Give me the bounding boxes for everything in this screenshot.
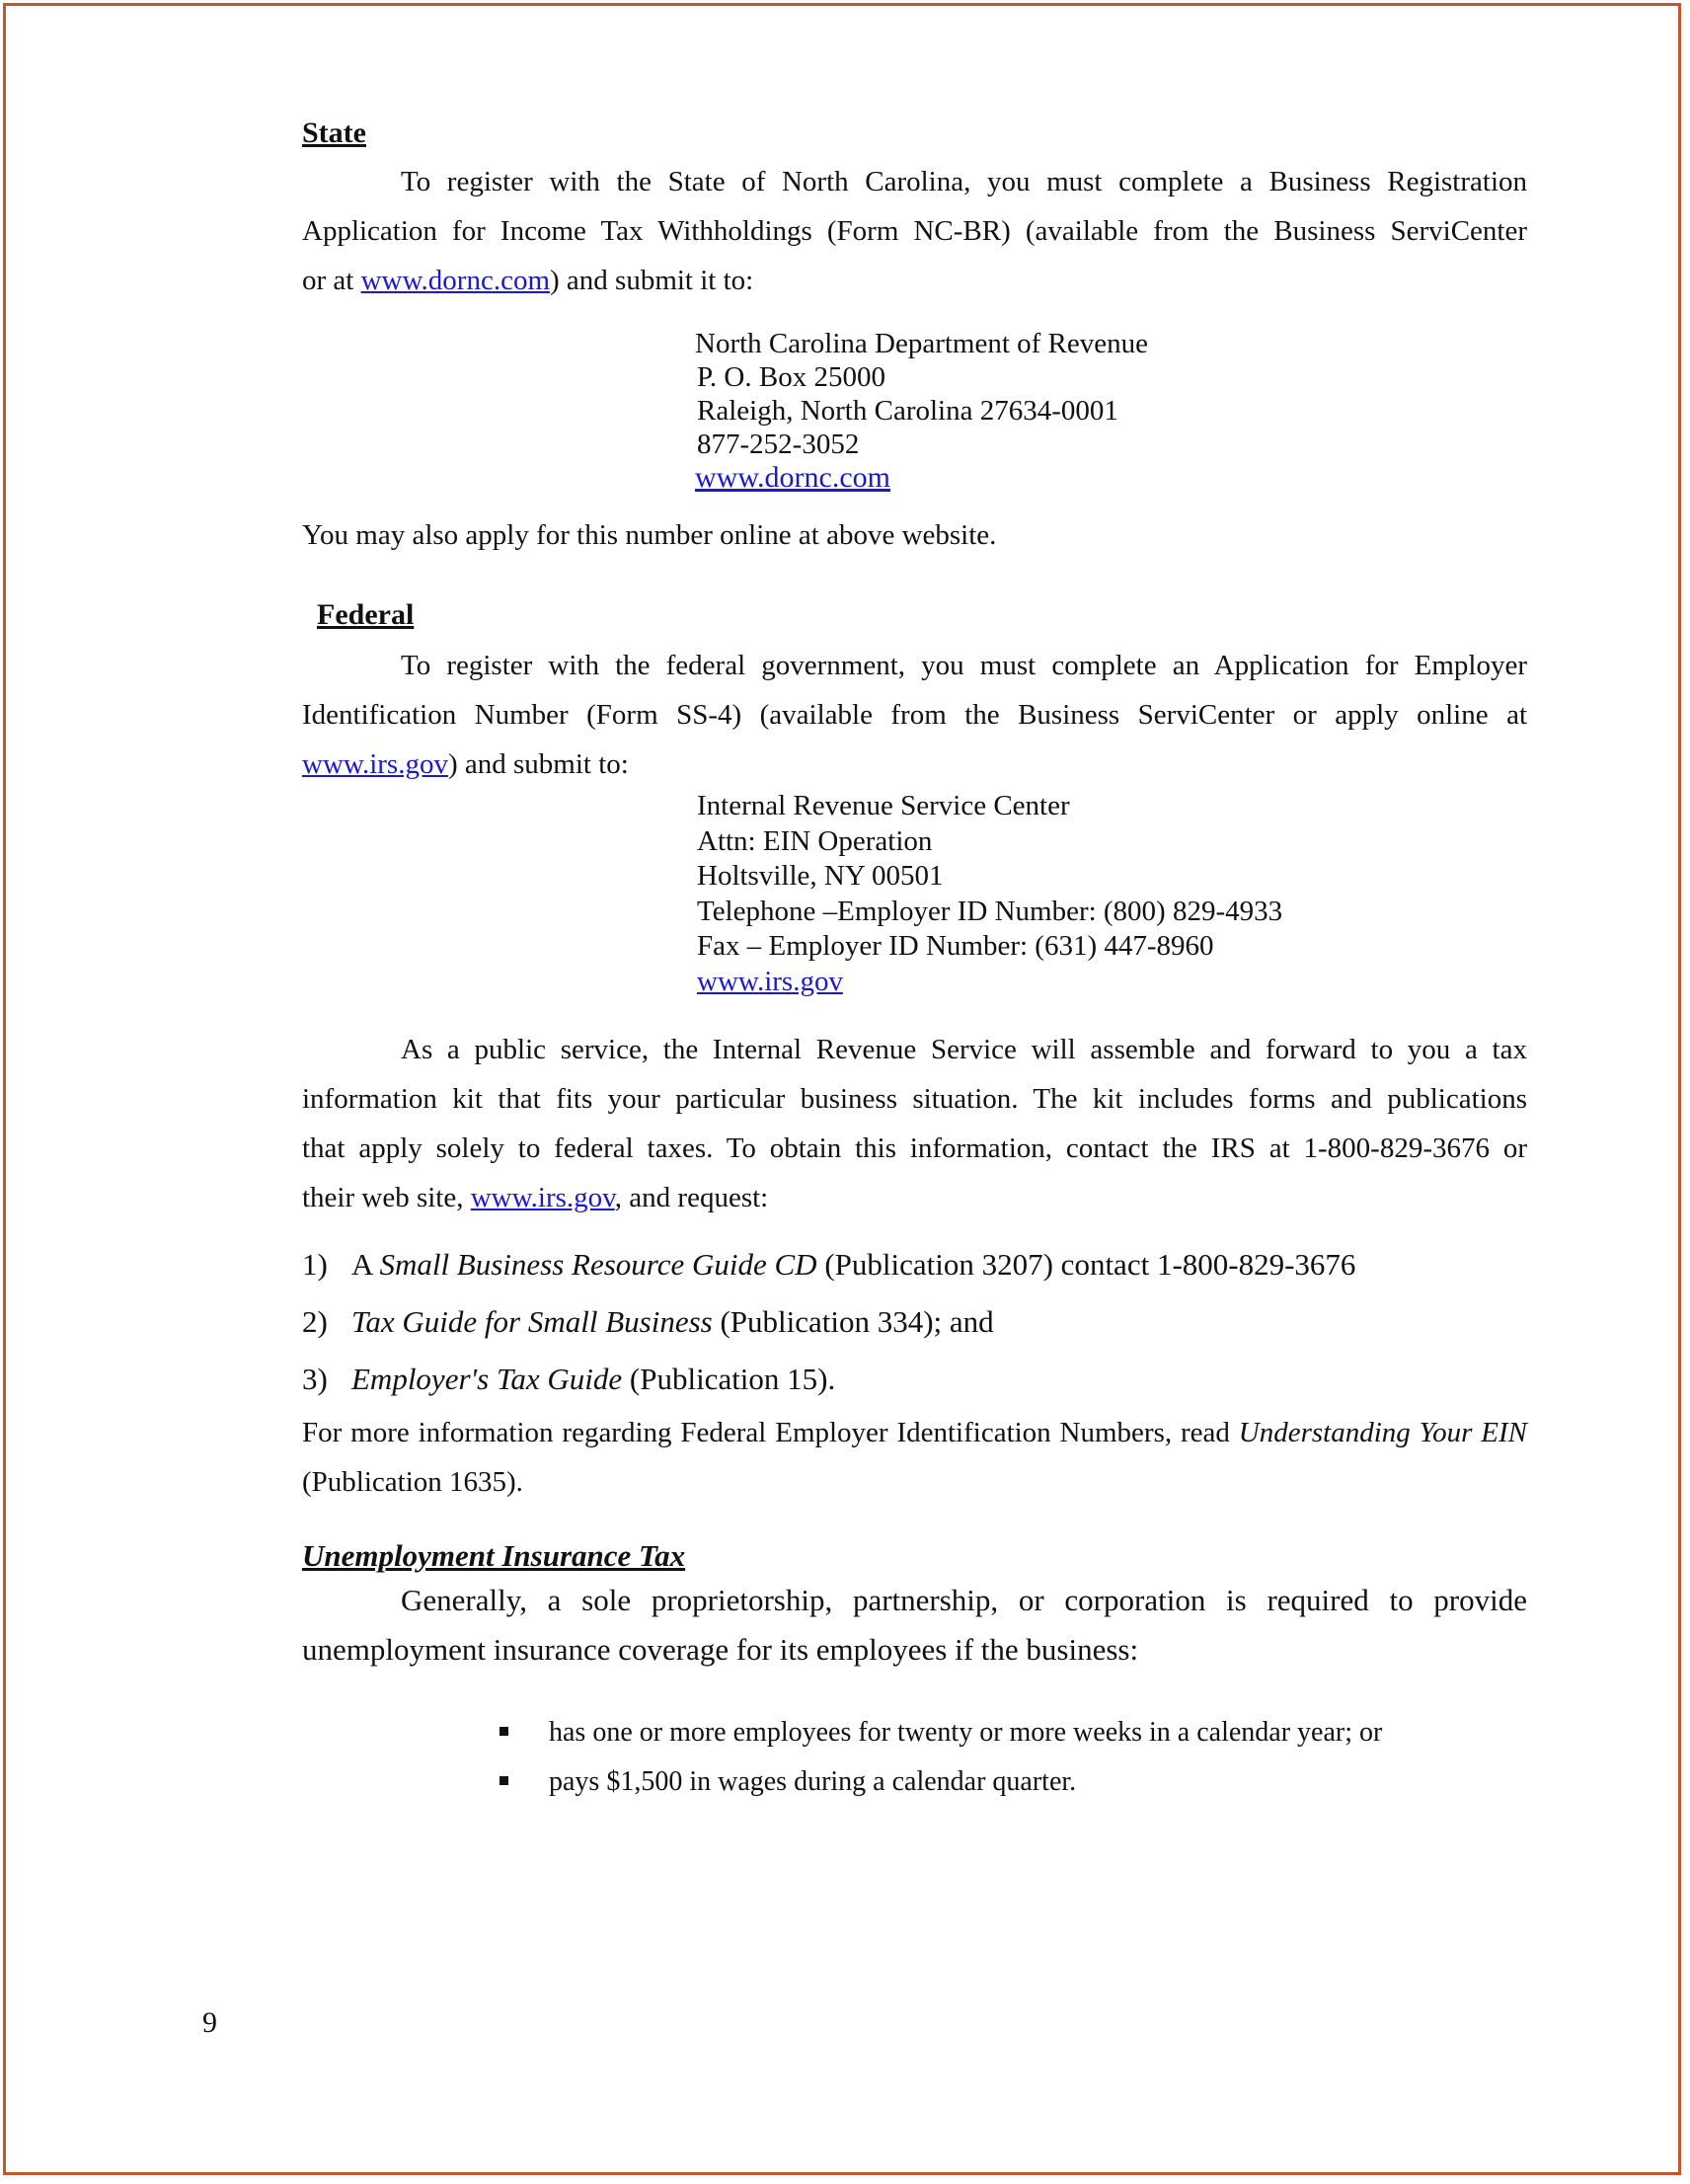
federal-service-line-1: As a public service, the Internal Revenue Service will assemble and forward to you a tax	[401, 1034, 1527, 1065]
more-info-prefix: For more information regarding Federal Employer Identification Numbers, read	[302, 1417, 1239, 1448]
state-dornc-link[interactable]: www.dornc.com	[360, 265, 550, 296]
unemployment-para-line-2: unemployment insurance coverage for its employees if the business:	[302, 1632, 1139, 1667]
federal-service-line-4	[302, 1173, 1527, 1222]
state-para-line-1: To register with the State of North Carolina, you must complete a Business Registration	[401, 166, 1527, 197]
federal-service-block	[302, 1025, 1527, 1222]
federal-address-line-1: Internal Revenue Service Center	[697, 790, 1070, 821]
federal-address-line-3: Holtsville, NY 00501	[697, 860, 944, 892]
state-para-suffix: ) and submit it to:	[550, 265, 754, 296]
list-item-number: 2)	[302, 1304, 328, 1339]
state-online-note: You may also apply for this number online at above website.	[302, 519, 997, 551]
state-para-line-3	[302, 256, 1527, 305]
state-para-line-2: Application for Income Tax Withholdings (Form NC-BR) (available from the Business ServiCenter	[302, 215, 1527, 247]
list-item-suffix: (Publication 3207) contact 1-800-829-3676	[816, 1247, 1356, 1282]
more-info-suffix: (Publication 1635).	[302, 1466, 523, 1498]
bullet-text: has one or more employees for twenty or more weeks in a calendar year; or	[549, 1717, 1383, 1748]
federal-service-suffix: , and request:	[614, 1182, 769, 1213]
list-item-number: 3)	[302, 1362, 328, 1396]
federal-service-line-2: information kit that fits your particular business situation. The kit includes forms and publications	[302, 1083, 1527, 1115]
state-heading: State	[302, 117, 366, 149]
federal-address-line-5: Fax – Employer ID Number: (631) 447-8960	[697, 930, 1214, 962]
state-address-line-1: North Carolina Department of Revenue	[695, 328, 1149, 359]
state-section	[302, 114, 1527, 560]
list-item-suffix: (Publication 334); and	[712, 1304, 994, 1339]
federal-service-irs-link[interactable]: www.irs.gov	[470, 1182, 615, 1213]
federal-para-line-1: To register with the federal government, you must complete an Application for Employer	[401, 650, 1527, 681]
unemployment-section	[302, 1536, 1527, 1807]
unemployment-para-line-1: Generally, a sole proprietorship, partnership, or corporation is required to provide	[401, 1583, 1527, 1617]
state-para-prefix: or at	[302, 265, 361, 296]
list-item	[499, 1708, 1527, 1757]
list-item-number: 1)	[302, 1247, 328, 1282]
unemployment-heading: Unemployment Insurance Tax	[302, 1538, 686, 1573]
publication-list	[302, 1236, 1527, 1408]
federal-address-link[interactable]: www.irs.gov	[697, 965, 843, 997]
list-item-title: Tax Guide for Small Business	[351, 1304, 713, 1339]
federal-more-info	[302, 1408, 1527, 1507]
list-item	[302, 1236, 1527, 1293]
list-item	[302, 1293, 1527, 1351]
list-item-prefix: A	[351, 1247, 380, 1282]
state-address-link[interactable]: www.dornc.com	[695, 461, 891, 494]
federal-para-suffix: ) and submit to:	[447, 748, 629, 780]
federal-address-line-2: Attn: EIN Operation	[697, 824, 933, 857]
list-item	[302, 1351, 1527, 1408]
more-info-title: Understanding Your EIN	[1238, 1417, 1527, 1448]
list-item-title: Employer's Tax Guide	[351, 1362, 623, 1396]
federal-service-prefix: their web site,	[302, 1182, 471, 1213]
state-address-line-4: 877-252-3052	[697, 429, 860, 460]
list-item-title: Small Business Resource Guide CD	[379, 1247, 817, 1282]
state-address-block	[695, 327, 1527, 495]
federal-irs-link[interactable]: www.irs.gov	[302, 748, 448, 780]
state-address-line-3: Raleigh, North Carolina 27634-0001	[697, 395, 1118, 427]
document-body	[302, 114, 1527, 1807]
page-number: 9	[202, 2006, 217, 2039]
federal-heading: Federal	[317, 598, 415, 631]
federal-para-line-3	[302, 740, 1527, 789]
federal-address-line-4: Telephone –Employer ID Number: (800) 829-4933	[697, 895, 1283, 927]
list-item-suffix: (Publication 15).	[622, 1362, 836, 1396]
square-bullet-icon	[499, 1727, 508, 1736]
square-bullet-icon	[499, 1776, 508, 1785]
federal-address-block	[697, 789, 1527, 999]
federal-section	[302, 595, 1527, 1507]
state-address-line-2: P. O. Box 25000	[697, 361, 885, 393]
federal-para-line-2: Identification Number (Form SS-4) (available from the Business ServiCenter or apply online at	[302, 699, 1527, 731]
unemployment-bullets	[499, 1708, 1527, 1807]
list-item	[499, 1757, 1527, 1807]
federal-service-line-3: that apply solely to federal taxes. To obtain this information, contact the IRS at 1-800-829-3676 or	[302, 1132, 1527, 1164]
bullet-text: pays $1,500 in wages during a calendar quarter.	[549, 1766, 1077, 1797]
